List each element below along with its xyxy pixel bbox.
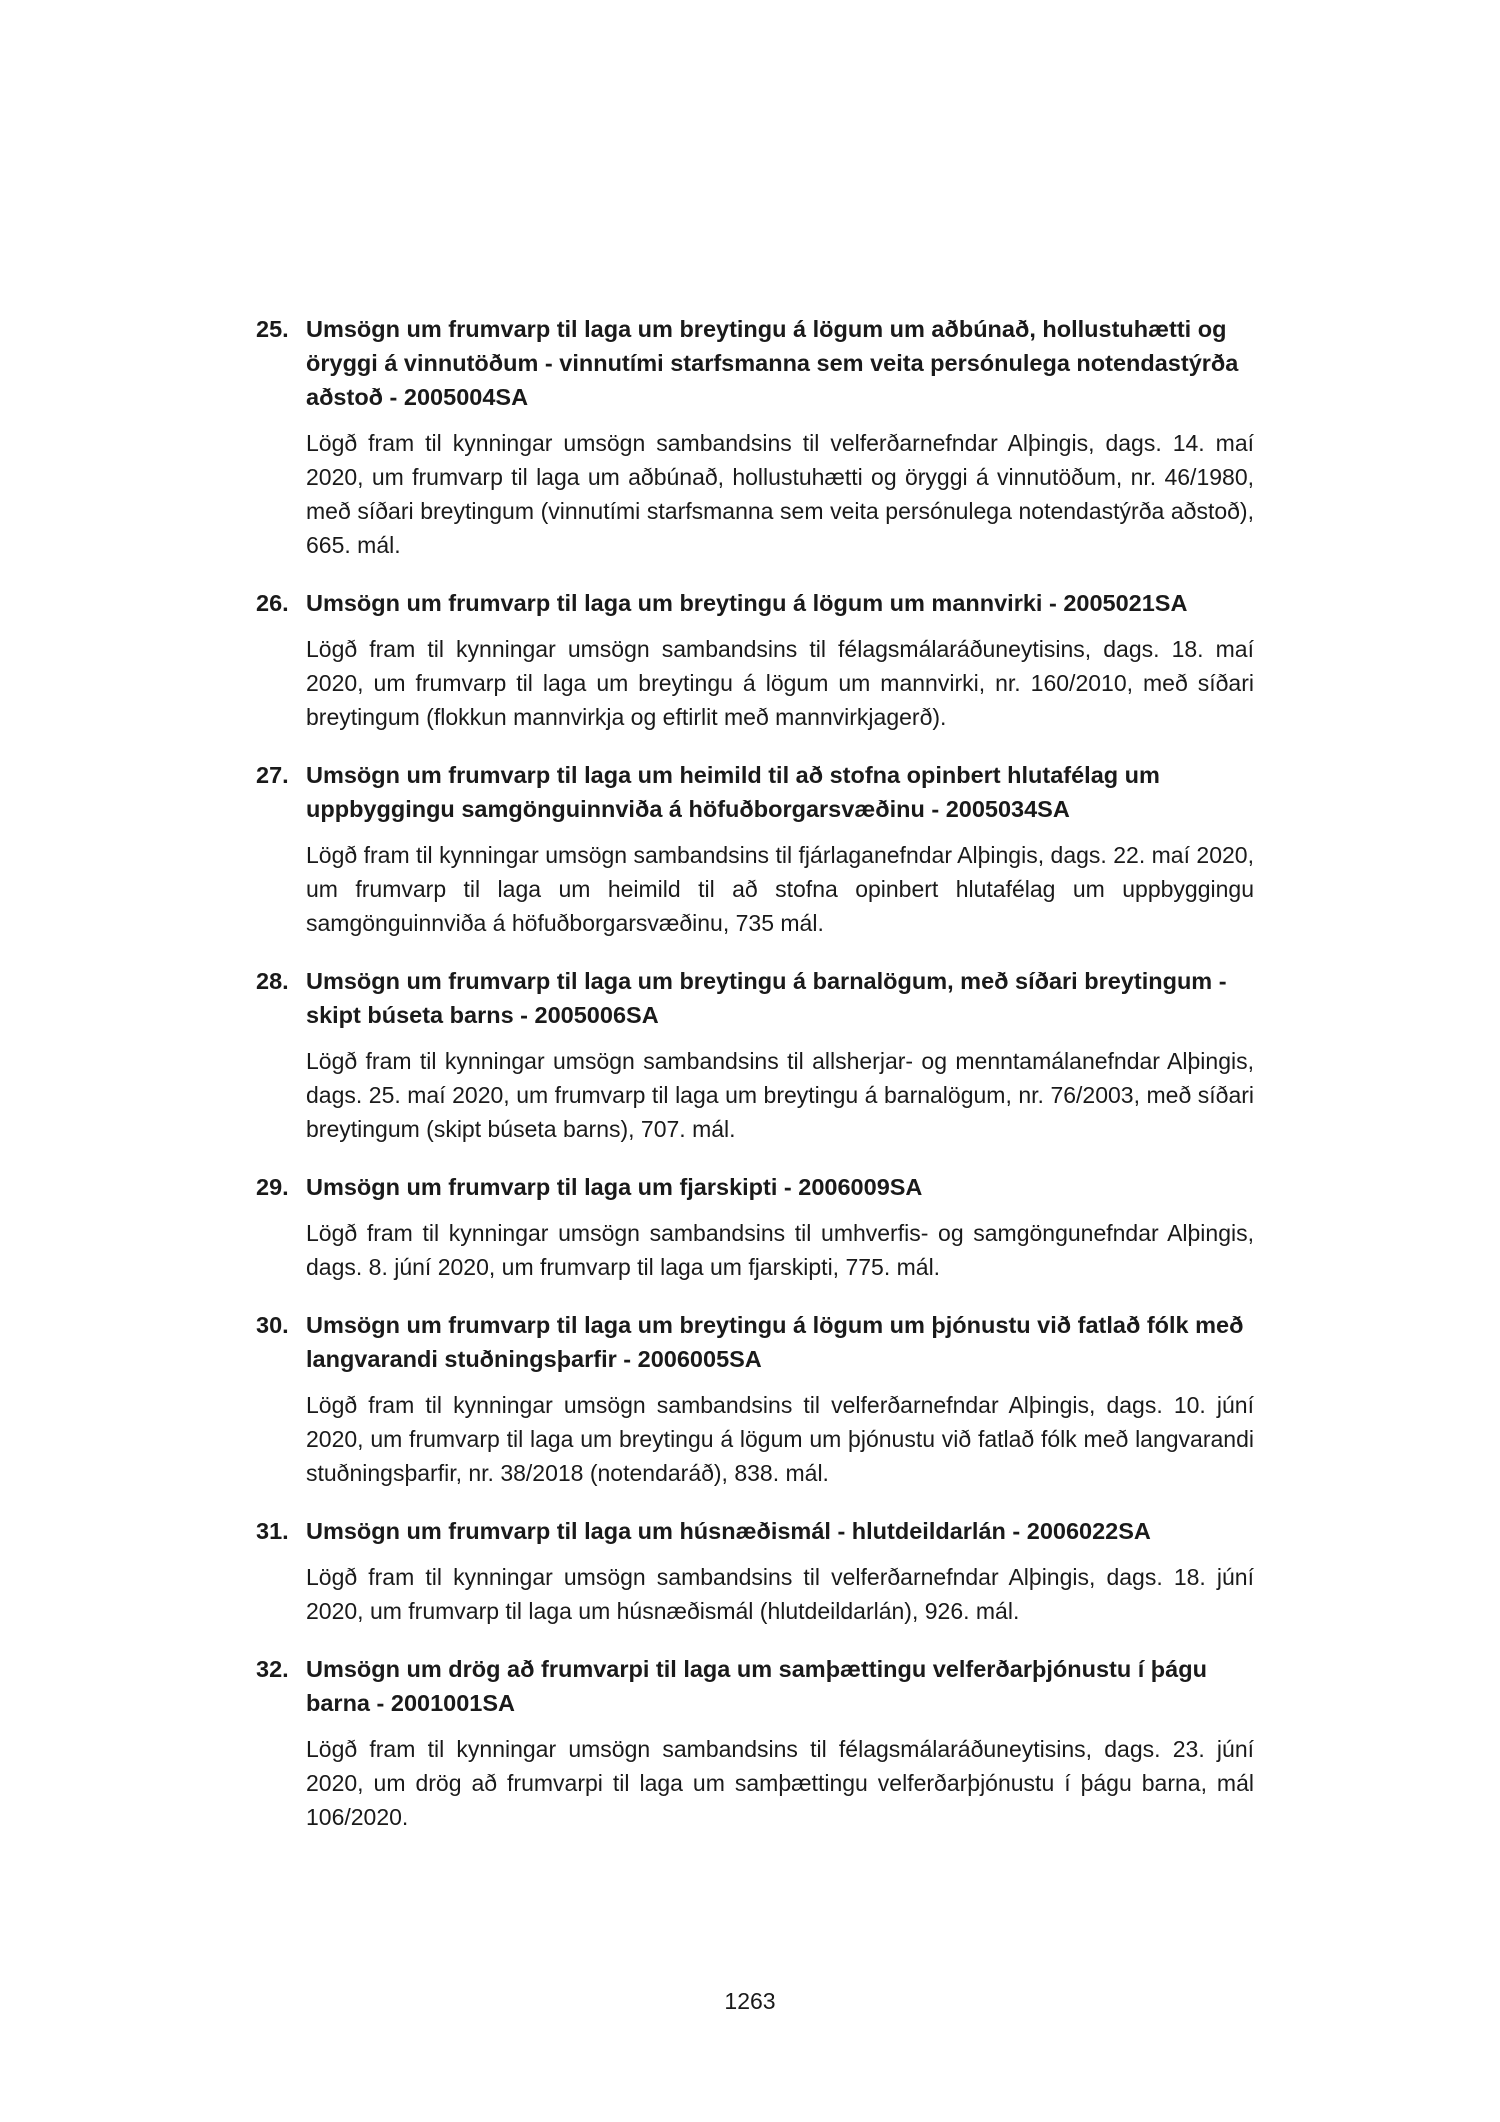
agenda-item-title: Umsögn um frumvarp til laga um breytingu á barnalögum, með síðari breytingum - skipt búseta barns - 2005006SA	[306, 968, 1227, 1028]
agenda-item-heading	[256, 586, 1254, 620]
agenda-item-31	[256, 1514, 1254, 1628]
agenda-item-number: 30.	[256, 1312, 289, 1338]
agenda-item-heading	[256, 1514, 1254, 1548]
agenda-item-heading	[256, 964, 1254, 1032]
agenda-item-number: 27.	[256, 762, 289, 788]
agenda-item-title: Umsögn um frumvarp til laga um breytingu á lögum um þjónustu við fatlað fólk með langvarandi stuðningsþarfir - 2006005SA	[306, 1312, 1244, 1372]
agenda-item-26	[256, 586, 1254, 734]
agenda-item-body: Lögð fram til kynningar umsögn sambandsins til velferðarnefndar Alþingis, dags. 14. maí 2020, um frumvarp til laga um aðbúnað, hollustuhætti og öryggi á vinnutöðum, nr. 46/1980, með síðari breytingum (vinnutími starfsmanna sem veita persónulega notendastýrða aðstoð), 665. mál.	[306, 430, 1254, 558]
agenda-item-number: 25.	[256, 316, 289, 342]
agenda-item-heading	[256, 1170, 1254, 1204]
agenda-item-body: Lögð fram til kynningar umsögn sambandsins til félagsmálaráðuneytisins, dags. 23. júní 2020, um drög að frumvarpi til laga um samþættingu velferðarþjónustu í þágu barna, mál 106/2020.	[306, 1736, 1254, 1830]
agenda-item-number: 28.	[256, 968, 289, 994]
agenda-item-title: Umsögn um drög að frumvarpi til laga um samþættingu velferðarþjónustu í þágu barna - 2001001SA	[306, 1656, 1207, 1716]
agenda-item-29	[256, 1170, 1254, 1284]
agenda-item-body: Lögð fram til kynningar umsögn sambandsins til velferðarnefndar Alþingis, dags. 10. júní 2020, um frumvarp til laga um breytingu á lögum um þjónustu við fatlað fólk með langvarandi stuðningsþarfir, nr. 38/2018 (notendaráð), 838. mál.	[306, 1392, 1254, 1486]
agenda-item-27	[256, 758, 1254, 940]
agenda-item-title: Umsögn um frumvarp til laga um breytingu á lögum um mannvirki - 2005021SA	[306, 590, 1188, 616]
agenda-list	[256, 312, 1254, 1858]
agenda-item-title: Umsögn um frumvarp til laga um heimild til að stofna opinbert hlutafélag um uppbyggingu samgönguinnviða á höfuðborgarsvæðinu - 2005034SA	[306, 762, 1160, 822]
agenda-item-32	[256, 1652, 1254, 1834]
agenda-item-title: Umsögn um frumvarp til laga um fjarskipti - 2006009SA	[306, 1174, 923, 1200]
agenda-item-25	[256, 312, 1254, 562]
agenda-item-30	[256, 1308, 1254, 1490]
agenda-item-title: Umsögn um frumvarp til laga um húsnæðismál - hlutdeildarlán - 2006022SA	[306, 1518, 1151, 1544]
agenda-item-body: Lögð fram til kynningar umsögn sambandsins til velferðarnefndar Alþingis, dags. 18. júní 2020, um frumvarp til laga um húsnæðismál (hlutdeildarlán), 926. mál.	[306, 1564, 1254, 1624]
agenda-item-heading	[256, 312, 1254, 414]
agenda-item-heading	[256, 758, 1254, 826]
agenda-item-number: 26.	[256, 590, 289, 616]
agenda-item-body: Lögð fram til kynningar umsögn sambandsins til félagsmálaráðuneytisins, dags. 18. maí 2020, um frumvarp til laga um breytingu á lögum um mannvirki, nr. 160/2010, með síðari breytingum (flokkun mannvirkja og eftirlit með mannvirkjagerð).	[306, 636, 1254, 730]
agenda-item-number: 32.	[256, 1656, 289, 1682]
page-number: 1263	[724, 1988, 776, 2014]
agenda-item-heading	[256, 1308, 1254, 1376]
agenda-item-28	[256, 964, 1254, 1146]
agenda-item-title: Umsögn um frumvarp til laga um breytingu á lögum um aðbúnað, hollustuhætti og öryggi á vinnutöðum - vinnutími starfsmanna sem veita persónulega notendastýrða aðstoð - 2005004SA	[306, 316, 1239, 410]
agenda-item-body: Lögð fram til kynningar umsögn sambandsins til allsherjar- og menntamálanefndar Alþingis, dags. 25. maí 2020, um frumvarp til laga um breytingu á barnalögum, nr. 76/2003, með síðari breytingum (skipt búseta barns), 707. mál.	[306, 1048, 1254, 1142]
agenda-item-heading	[256, 1652, 1254, 1720]
agenda-item-number: 31.	[256, 1518, 289, 1544]
agenda-item-body: Lögð fram til kynningar umsögn sambandsins til fjárlaganefndar Alþingis, dags. 22. maí 2020, um frumvarp til laga um heimild til að stofna opinbert hlutafélag um uppbyggingu samgönguinnviða á höfuðborgarsvæðinu, 735 mál.	[306, 842, 1254, 936]
agenda-item-number: 29.	[256, 1174, 289, 1200]
agenda-item-body: Lögð fram til kynningar umsögn sambandsins til umhverfis- og samgöngunefndar Alþingis, dags. 8. júní 2020, um frumvarp til laga um fjarskipti, 775. mál.	[306, 1220, 1254, 1280]
